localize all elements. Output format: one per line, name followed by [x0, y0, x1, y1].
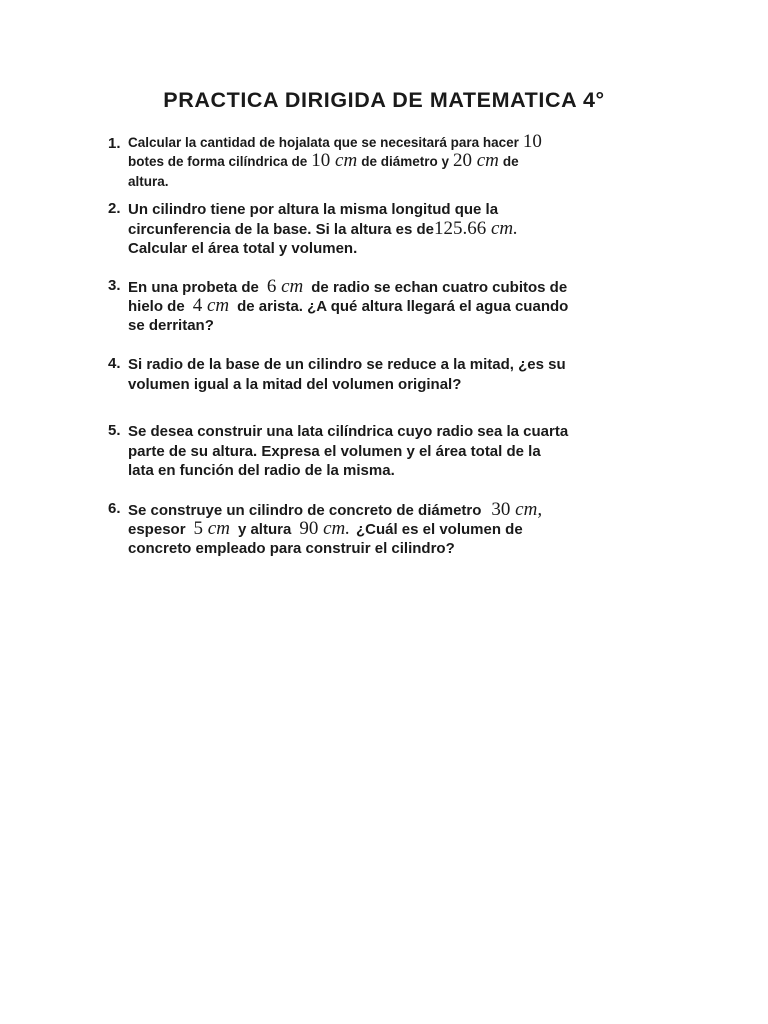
problem-line: concreto empleado para construir el cilindro? [128, 540, 455, 557]
problem-number: 1. [108, 135, 121, 152]
problem-line: Si radio de la base de un cilindro se reduce a la mitad, ¿es su [128, 356, 566, 373]
problem-line: volumen igual a la mitad del volumen original? [128, 376, 462, 393]
problem-line: circunferencia de la base. Si la altura es de125.66 cm. [128, 219, 522, 240]
problem-line: botes de forma cilíndrica de 10 cm de diámetro y 20 cm de [128, 150, 519, 171]
math-value: 125.66 cm. [433, 218, 518, 239]
problem-line: se derritan? [128, 317, 214, 334]
problem-line: Calcular el área total y volumen. [128, 240, 358, 257]
math-value: 5 cm [193, 518, 230, 539]
problem-line: lata en función del radio de la misma. [128, 462, 395, 479]
problem-number: 2. [108, 200, 121, 217]
problem-line: altura. [128, 174, 169, 189]
problem-line: Un cilindro tiene por altura la misma longitud que la [128, 201, 499, 218]
worksheet-title: PRACTICA DIRIGIDA DE MATEMATICA 4° [163, 88, 605, 112]
problem-number: 6. [108, 500, 121, 517]
problem-line: Calcular la cantidad de hojalata que se necesitará para hacer 10 [128, 132, 546, 153]
problem-line: hielo de 4 cm de arista. ¿A qué altura llegará el agua cuando [128, 295, 569, 316]
problem-line: Se desea construir una lata cilíndrica cuyo radio sea la cuarta [128, 423, 569, 440]
problem-number: 3. [108, 277, 121, 294]
math-value: 20 cm [452, 150, 499, 171]
problem-line: En una probeta de 6 cm de radio se echan cuatro cubitos de [128, 276, 568, 297]
math-value: 30 cm, [491, 499, 543, 520]
problem-line: espesor 5 cm y altura 90 cm. ¿Cuál es el volumen de [128, 518, 523, 539]
problem-line: parte de su altura. Expresa el volumen y el área total de la [128, 443, 541, 460]
math-value: 10 [522, 131, 542, 152]
math-value: 4 cm [192, 295, 230, 316]
problem-number: 5. [108, 422, 121, 439]
math-value: 10 cm [311, 150, 358, 171]
problem-number: 4. [108, 355, 121, 372]
math-value: 90 cm. [299, 518, 350, 539]
math-value: 6 cm [266, 276, 304, 297]
problem-line: Se construye un cilindro de concreto de diámetro 30 cm, [128, 500, 546, 521]
